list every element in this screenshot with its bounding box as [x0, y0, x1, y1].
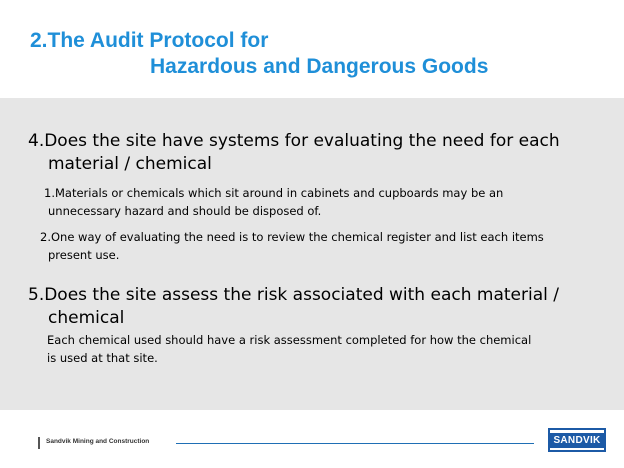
question-5 — [28, 284, 598, 330]
question-4-item-2-line1: 2.One way of evaluating the need is to review the chemical register and list each items — [40, 230, 544, 244]
footer-company: Sandvik Mining and Construction — [46, 438, 150, 445]
slide-title-line2: Hazardous and Dangerous Goods — [150, 55, 489, 78]
question-4-line2: material / chemical — [48, 154, 212, 174]
slide-title-line1: 2.The Audit Protocol for — [30, 29, 269, 52]
slide-title — [30, 28, 610, 80]
question-4-line1: 4.Does the site have systems for evaluating the need for each — [28, 131, 560, 151]
question-4-item-1 — [44, 184, 604, 220]
question-4-item-2 — [40, 228, 600, 264]
footer-rule — [176, 443, 534, 444]
question-5-text-line2: is used at that site. — [47, 351, 158, 365]
sandvik-logo — [548, 428, 606, 452]
question-4 — [28, 130, 598, 176]
question-5-line1: 5.Does the site assess the risk associated with each material / — [28, 285, 559, 305]
question-4-item-1-line2: unnecessary hazard and should be disposed of. — [48, 204, 322, 218]
question-5-text — [47, 331, 607, 367]
question-5-text-line1: Each chemical used should have a risk assessment completed for how the chemical — [47, 333, 532, 347]
question-4-item-2-line2: present use. — [48, 248, 120, 262]
question-4-item-1-line1: 1.Materials or chemicals which sit around in cabinets and cupboards may be an — [44, 186, 504, 200]
footer-divider — [38, 437, 40, 449]
question-5-line2: chemical — [48, 308, 125, 328]
sandvik-logo-text: SANDVIK — [550, 433, 603, 448]
